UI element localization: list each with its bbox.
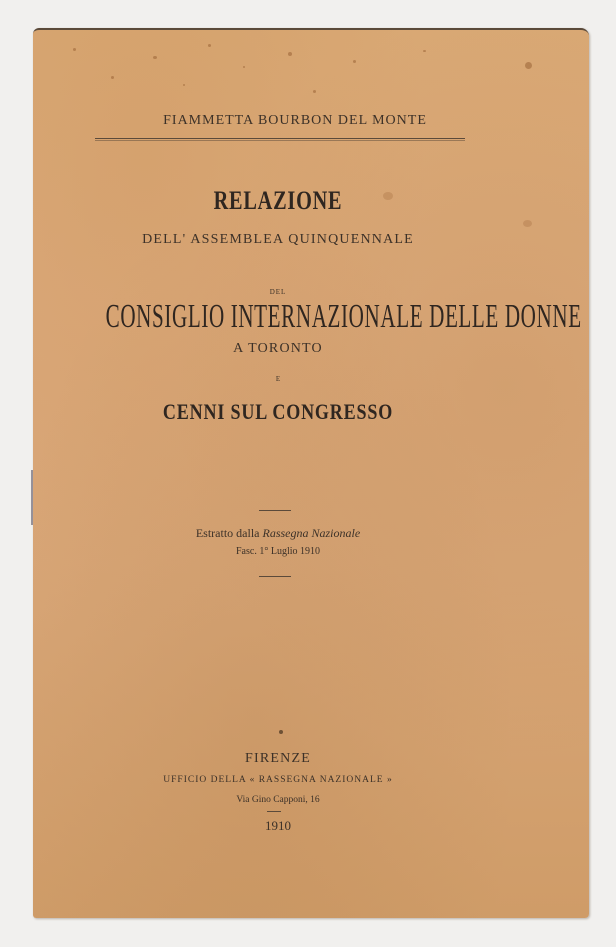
foxing-speck bbox=[243, 66, 245, 68]
foxing-speck bbox=[313, 90, 316, 93]
author-name: FIAMMETTA BOURBON DEL MONTE bbox=[163, 113, 427, 128]
foxing-speck bbox=[208, 44, 211, 47]
title: RELAZIONE bbox=[213, 186, 343, 215]
extract-line bbox=[0, 526, 556, 541]
journal-name: Rassegna Nazionale bbox=[262, 526, 361, 540]
subtitle-assembly: DELL' ASSEMBLEA QUINQUENNALE bbox=[142, 232, 414, 247]
foxing-speck bbox=[523, 220, 532, 227]
foxing-speck bbox=[111, 76, 114, 79]
divider-rule bbox=[267, 811, 281, 812]
connector-e: E bbox=[275, 375, 281, 383]
issue-line: Fasc. 1° Luglio 1910 bbox=[236, 546, 320, 557]
header-rule bbox=[95, 138, 465, 141]
foxing-speck bbox=[288, 52, 292, 56]
foxing-speck bbox=[353, 60, 356, 63]
divider-rule bbox=[259, 576, 291, 577]
spine-mark bbox=[31, 470, 33, 525]
imprint-publisher: UFFICIO DELLA « RASSEGNA NAZIONALE » bbox=[163, 775, 393, 785]
imprint-year: 1910 bbox=[265, 818, 291, 833]
place-name: A TORONTO bbox=[233, 341, 323, 356]
extract-prefix: Estratto dalla bbox=[195, 526, 260, 540]
foxing-speck bbox=[279, 730, 283, 734]
subtitle-congress: CENNI SUL CONGRESSO bbox=[162, 399, 394, 424]
organization-name: CONSIGLIO INTERNAZIONALE DELLE DONNE bbox=[105, 298, 582, 335]
connector-del: DEL bbox=[269, 288, 287, 296]
divider-rule bbox=[259, 510, 291, 511]
imprint-address: Via Gino Capponi, 16 bbox=[236, 795, 320, 805]
foxing-speck bbox=[525, 62, 532, 69]
foxing-speck bbox=[153, 56, 157, 59]
foxing-speck bbox=[183, 84, 185, 86]
imprint-city: FIRENZE bbox=[245, 751, 311, 766]
foxing-speck bbox=[423, 50, 426, 52]
pamphlet-cover bbox=[33, 28, 589, 918]
foxing-speck bbox=[73, 48, 76, 51]
